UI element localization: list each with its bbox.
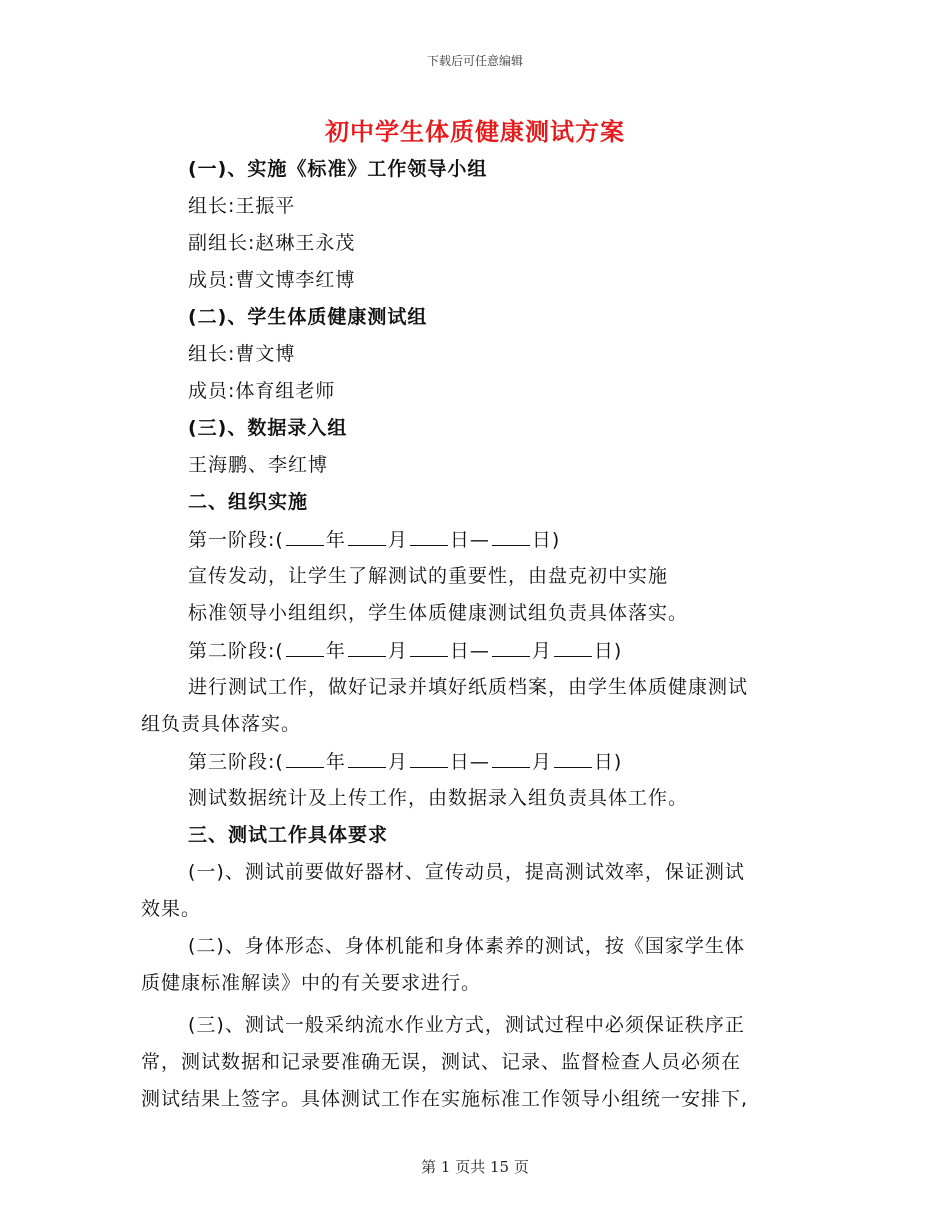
- stage3-month: 月: [387, 751, 408, 773]
- s2-leader: 组长:曹文博: [188, 343, 296, 365]
- stage2-line: [188, 636, 622, 665]
- blank-field: [554, 747, 592, 768]
- stage1-label: 第一阶段:(: [188, 529, 284, 551]
- stage2-month: 月: [387, 640, 408, 662]
- blank-field: [286, 636, 324, 657]
- stage1-line: [188, 525, 560, 554]
- req3-line-3: 测试结果上签字。具体测试工作在实施标准工作领导小组统一安排下,: [141, 1088, 749, 1110]
- stage1-month: 月: [387, 529, 408, 551]
- blank-field: [348, 525, 386, 546]
- req1-line-2: 效果。: [141, 898, 202, 920]
- req1-line-1: (一)、测试前要做好器材、宣传动员，提高测试效率，保证测试: [188, 861, 745, 883]
- page-footer: 第 1 页共 15 页: [421, 1158, 529, 1176]
- stage2-desc-2: 组负责具体落实。: [141, 713, 302, 735]
- s1-leader: 组长:王振平: [188, 195, 296, 217]
- req3-line-1: (三)、测试一般采纳流水作业方式，测试过程中必须保证秩序正: [188, 1014, 745, 1036]
- req3-line-2: 常，测试数据和记录要准确无误，测试、记录、监督检查人员必须在: [141, 1051, 742, 1073]
- section-heading-2: (二)、学生体质健康测试组: [188, 306, 428, 328]
- blank-field: [348, 636, 386, 657]
- stage1-year: 年: [325, 529, 346, 551]
- stage3-end: 日): [593, 751, 623, 773]
- blank-field: [286, 747, 324, 768]
- blank-field: [410, 747, 448, 768]
- blank-field: [348, 747, 386, 768]
- stage2-day: 日—: [449, 640, 490, 662]
- req2-line-2: 质健康标准解读》中的有关要求进行。: [141, 972, 482, 994]
- stage2-year: 年: [325, 640, 346, 662]
- stage1-desc-1: 宣传发动，让学生了解测试的重要性，由盘克初中实施: [188, 565, 669, 587]
- s1-vice-leader: 副组长:赵琳王永茂: [188, 232, 356, 254]
- s3-members: 王海鹏、李红博: [188, 454, 329, 476]
- stage1-day: 日—: [449, 529, 490, 551]
- blank-field: [492, 525, 530, 546]
- stage3-label: 第三阶段:(: [188, 751, 284, 773]
- blank-field: [410, 636, 448, 657]
- stage3-year: 年: [325, 751, 346, 773]
- stage3-line: [188, 747, 622, 776]
- requirements-heading: 三、测试工作具体要求: [188, 824, 389, 846]
- stage2-end: 日): [593, 640, 623, 662]
- document-title: 初中学生体质健康测试方案: [325, 117, 625, 146]
- page-header-note: 下载后可任意编辑: [426, 54, 523, 68]
- s2-members: 成员:体育组老师: [188, 380, 336, 402]
- blank-field: [554, 636, 592, 657]
- stage3-day: 日—: [449, 751, 490, 773]
- blank-field: [492, 636, 530, 657]
- stage2-desc-1: 进行测试工作，做好记录并填好纸质档案，由学生体质健康测试: [188, 676, 749, 698]
- stage2-label: 第二阶段:(: [188, 640, 284, 662]
- blank-field: [492, 747, 530, 768]
- section-heading-3: (三)、数据录入组: [188, 417, 348, 439]
- req2-line-1: (二)、身体形态、身体机能和身体素养的测试，按《国家学生体: [188, 935, 745, 957]
- blank-field: [410, 525, 448, 546]
- stage3-desc: 测试数据统计及上传工作，由数据录入组负责具体工作。: [188, 787, 689, 809]
- stage1-desc-2: 标准领导小组组织，学生体质健康测试组负责具体落实。: [188, 602, 689, 624]
- stage1-end: 日): [531, 529, 561, 551]
- org-heading: 二、组织实施: [188, 491, 309, 513]
- stage3-month2: 月: [531, 751, 552, 773]
- blank-field: [286, 525, 324, 546]
- stage2-month2: 月: [531, 640, 552, 662]
- section-heading-1: (一)、实施《标准》工作领导小组: [188, 158, 488, 180]
- s1-members: 成员:曹文博李红博: [188, 269, 356, 291]
